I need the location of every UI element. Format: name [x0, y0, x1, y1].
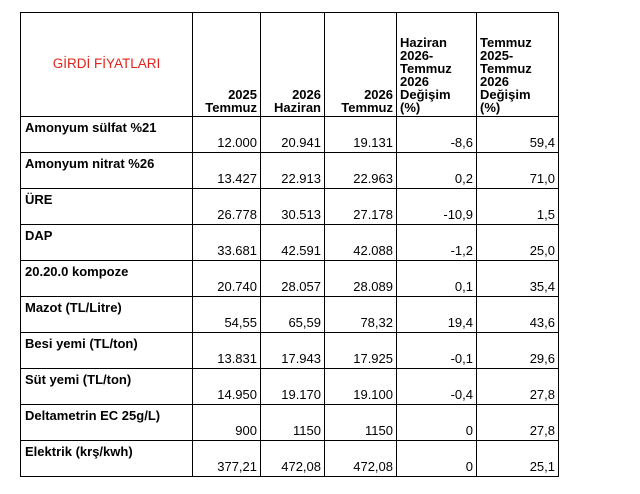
header-annual-change [477, 13, 559, 117]
row-label: Amonyum sülfat %21 [21, 117, 193, 153]
table-row [21, 405, 559, 441]
row-label: Mazot (TL/Litre) [21, 297, 193, 333]
row-label: 20.20.0 kompoze [21, 261, 193, 297]
table-cell: 43,6 [477, 297, 559, 333]
row-label: Deltametrin EC 25g/L) [21, 405, 193, 441]
header-line: 2026 [400, 74, 429, 89]
table-cell: 17.943 [261, 333, 325, 369]
header-line: (%) [480, 100, 501, 115]
row-label: DAP [21, 225, 193, 261]
header-line: 2025 [228, 87, 257, 102]
table-cell: -0,1 [397, 333, 477, 369]
table-cell: 54,55 [193, 297, 261, 333]
table-cell: 25,1 [477, 441, 559, 477]
header-line: 2026 [480, 74, 509, 89]
table-row [21, 189, 559, 225]
table-cell: 1150 [325, 405, 397, 441]
table-cell: 27.178 [325, 189, 397, 225]
table-cell: -1,2 [397, 225, 477, 261]
table-cell: 900 [193, 405, 261, 441]
table-cell: 30.513 [261, 189, 325, 225]
table-cell: 28.057 [261, 261, 325, 297]
header-line: 2026- [400, 48, 434, 63]
header-line: 2026 [364, 87, 393, 102]
table-cell: -10,9 [397, 189, 477, 225]
header-2026-haziran [261, 13, 325, 117]
header-line: 2026 [292, 87, 321, 102]
table-cell: 33.681 [193, 225, 261, 261]
header-line: Temmuz [341, 100, 393, 115]
table-cell: -8,6 [397, 117, 477, 153]
table-cell: 1150 [261, 405, 325, 441]
header-2026-temmuz [325, 13, 397, 117]
table-row [21, 333, 559, 369]
table-cell: 29,6 [477, 333, 559, 369]
table-cell: 19.170 [261, 369, 325, 405]
table-cell: -0,4 [397, 369, 477, 405]
row-label: ÜRE [21, 189, 193, 225]
table-cell: 35,4 [477, 261, 559, 297]
table-cell: 59,4 [477, 117, 559, 153]
table-row [21, 153, 559, 189]
table-cell: 0,2 [397, 153, 477, 189]
table-cell: 0,1 [397, 261, 477, 297]
table-cell: 78,32 [325, 297, 397, 333]
header-line: Haziran [400, 35, 447, 50]
table-row [21, 225, 559, 261]
table-cell: 26.778 [193, 189, 261, 225]
table-cell: 19,4 [397, 297, 477, 333]
row-label: Süt yemi (TL/ton) [21, 369, 193, 405]
header-line: 2025- [480, 48, 514, 63]
row-label: Amonyum nitrat %26 [21, 153, 193, 189]
table-cell: 19.100 [325, 369, 397, 405]
header-line: Temmuz [480, 61, 532, 76]
header-line: Haziran [274, 100, 321, 115]
table-row [21, 297, 559, 333]
table-cell: 17.925 [325, 333, 397, 369]
table-cell: 13.831 [193, 333, 261, 369]
header-line: Değişim [400, 87, 451, 102]
header-line: Temmuz [205, 100, 257, 115]
table-body [21, 117, 559, 477]
table-cell: 0 [397, 405, 477, 441]
table-cell: 472,08 [325, 441, 397, 477]
table-cell: 12.000 [193, 117, 261, 153]
table-title: GİRDİ FİYATLARI [21, 13, 193, 117]
table-cell: 13.427 [193, 153, 261, 189]
table-cell: 377,21 [193, 441, 261, 477]
price-table-container [20, 12, 559, 477]
table-cell: 1,5 [477, 189, 559, 225]
table-cell: 20.740 [193, 261, 261, 297]
row-label: Besi yemi (TL/ton) [21, 333, 193, 369]
table-cell: 65,59 [261, 297, 325, 333]
header-line: Temmuz [400, 61, 452, 76]
table-cell: 472,08 [261, 441, 325, 477]
table-row [21, 261, 559, 297]
table-cell: 14.950 [193, 369, 261, 405]
table-cell: 19.131 [325, 117, 397, 153]
header-line: (%) [400, 100, 421, 115]
header-line: Değişim [480, 87, 531, 102]
table-cell: 42.591 [261, 225, 325, 261]
table-row [21, 369, 559, 405]
table-row [21, 117, 559, 153]
row-label: Elektrik (krş/kwh) [21, 441, 193, 477]
header-monthly-change [397, 13, 477, 117]
input-prices-table [20, 12, 559, 477]
header-2025-temmuz [193, 13, 261, 117]
table-cell: 71,0 [477, 153, 559, 189]
table-cell: 20.941 [261, 117, 325, 153]
table-cell: 27,8 [477, 405, 559, 441]
table-row [21, 441, 559, 477]
table-cell: 22.963 [325, 153, 397, 189]
table-cell: 27,8 [477, 369, 559, 405]
table-cell: 22.913 [261, 153, 325, 189]
header-row [21, 13, 559, 117]
table-cell: 28.089 [325, 261, 397, 297]
table-cell: 0 [397, 441, 477, 477]
table-cell: 42.088 [325, 225, 397, 261]
header-line: Temmuz [480, 35, 532, 50]
table-cell: 25,0 [477, 225, 559, 261]
